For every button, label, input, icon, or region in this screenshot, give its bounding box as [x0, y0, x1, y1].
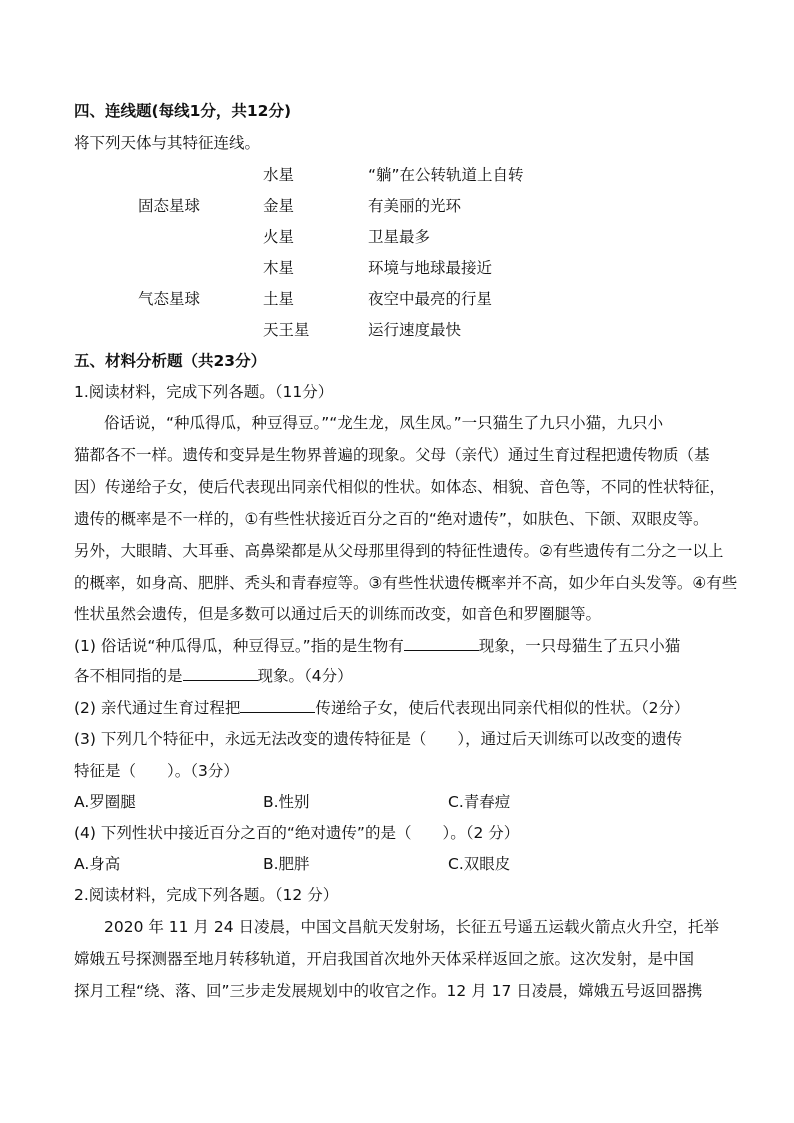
subquestion-4: (4) 下列性状中接近百分之百的“绝对遗传”的是（ ）。（2 分） — [74, 824, 520, 842]
answer-blank[interactable] — [183, 664, 258, 681]
passage-line: 性状虽然会遗传，但是多数可以通过后天的训练而改变，如音色和罗圈腿等。 — [74, 605, 602, 623]
planet-item: 水星 — [263, 166, 295, 184]
passage-line: 遗传的概率是不一样的，①有些性状接近百分之百的“绝对遗传”，如肤色、下颌、双眼皮等。 — [74, 510, 709, 528]
passage-line: 2020 年 11 月 24 日凌晨，中国文昌航天发射场，长征五号遥五运载火箭点火升空，托举 — [104, 918, 720, 936]
subquestion-1-text-b: 现象，一只母猫生了五只小猫 — [478, 637, 681, 655]
answer-blank[interactable] — [404, 634, 479, 651]
planet-item: 木星 — [263, 259, 295, 277]
planet-item: 火星 — [263, 228, 295, 246]
section4-title: 四、连线题(每线1分，共12分) — [74, 102, 292, 120]
section4-instruction: 将下列天体与其特征连线。 — [74, 134, 261, 152]
feature-item: 环境与地球最接近 — [368, 259, 493, 277]
option-c: C.双眼皮 — [448, 855, 511, 873]
option-b: B.肥胖 — [263, 855, 310, 873]
option-a: A.身高 — [74, 855, 121, 873]
passage-line: 的概率，如身高、肥胖、秃头和青春痘等。③有些性状遗传概率并不高，如少年白头发等。④有些 — [74, 574, 738, 592]
subquestion-2-text-a2: (2) 亲代通过生育过程把 — [74, 699, 241, 717]
feature-item: 运行速度最快 — [368, 321, 462, 339]
option-c: C.青春痘 — [448, 793, 511, 811]
subquestion-2-text-b: 传递给子女，使后代表现出同亲代相似的性状。（2分） — [315, 699, 690, 717]
passage-line: 探月工程“绕、落、回”三步走发展规划中的收官之作。12 月 17 日凌晨，嫦娥五号返回器携 — [74, 982, 703, 1000]
category-gas: 气态星球 — [138, 290, 201, 308]
subquestion-3-line1: (3) 下列几个特征中，永远无法改变的遗传特征是（ ），通过后天训练可以改变的遗传 — [74, 730, 683, 748]
question2-header: 2.阅读材料，完成下列各题。（12 分） — [74, 886, 339, 904]
subquestion-1-line2 — [74, 664, 353, 687]
option-a: A.罗圈腿 — [74, 793, 136, 811]
category-solid: 固态星球 — [138, 197, 201, 215]
subquestion-1-line1 — [74, 634, 680, 657]
feature-item: 夜空中最亮的行星 — [368, 290, 493, 308]
passage-line: 嫦娥五号探测器至地月转移轨道，开启我国首次地外天体采样返回之旅。这次发射，是中国 — [74, 950, 695, 968]
passage-line: 猫都各不一样。遗传和变异是生物界普遍的现象。父母（亲代）通过生育过程把遗传物质（基 — [74, 446, 710, 464]
subquestion-2 — [74, 696, 690, 719]
planet-item: 土星 — [263, 290, 295, 308]
planet-item: 金星 — [263, 197, 295, 215]
planet-item: 天王星 — [263, 321, 310, 339]
section5-title: 五、材料分析题（共23分） — [74, 352, 267, 370]
option-b: B.性别 — [263, 793, 310, 811]
question1-header: 1.阅读材料，完成下列各题。（11分） — [74, 383, 334, 401]
feature-item: “躺”在公转轨道上自转 — [368, 166, 524, 184]
subquestion-1-text-c: 各不相同指的是 — [74, 667, 183, 685]
feature-item: 卫星最多 — [368, 228, 431, 246]
subquestion-3-line2: 特征是（ ）。（3分） — [74, 762, 239, 780]
subquestion-1-text-a: (1) 俗话说“种瓜得瓜，种豆得豆。”指的是生物有 — [74, 637, 404, 655]
answer-blank[interactable] — [240, 696, 315, 713]
passage-line: 另外，大眼睛、大耳垂、高鼻梁都是从父母那里得到的特征性遗传。②有些遗传有二分之一以上 — [74, 542, 724, 560]
passage-line: 俗话说，“种瓜得瓜，种豆得豆。”“龙生龙，凤生凤。”一只猫生了九只小猫，九只小 — [104, 414, 664, 432]
subquestion-1-text-d: 现象。（4分） — [257, 667, 353, 685]
passage-line: 因）传递给子女，使后代表现出同亲代相似的性状。如体态、相貌、音色等，不同的性状特征， — [74, 478, 726, 496]
feature-item: 有美丽的光环 — [368, 197, 462, 215]
